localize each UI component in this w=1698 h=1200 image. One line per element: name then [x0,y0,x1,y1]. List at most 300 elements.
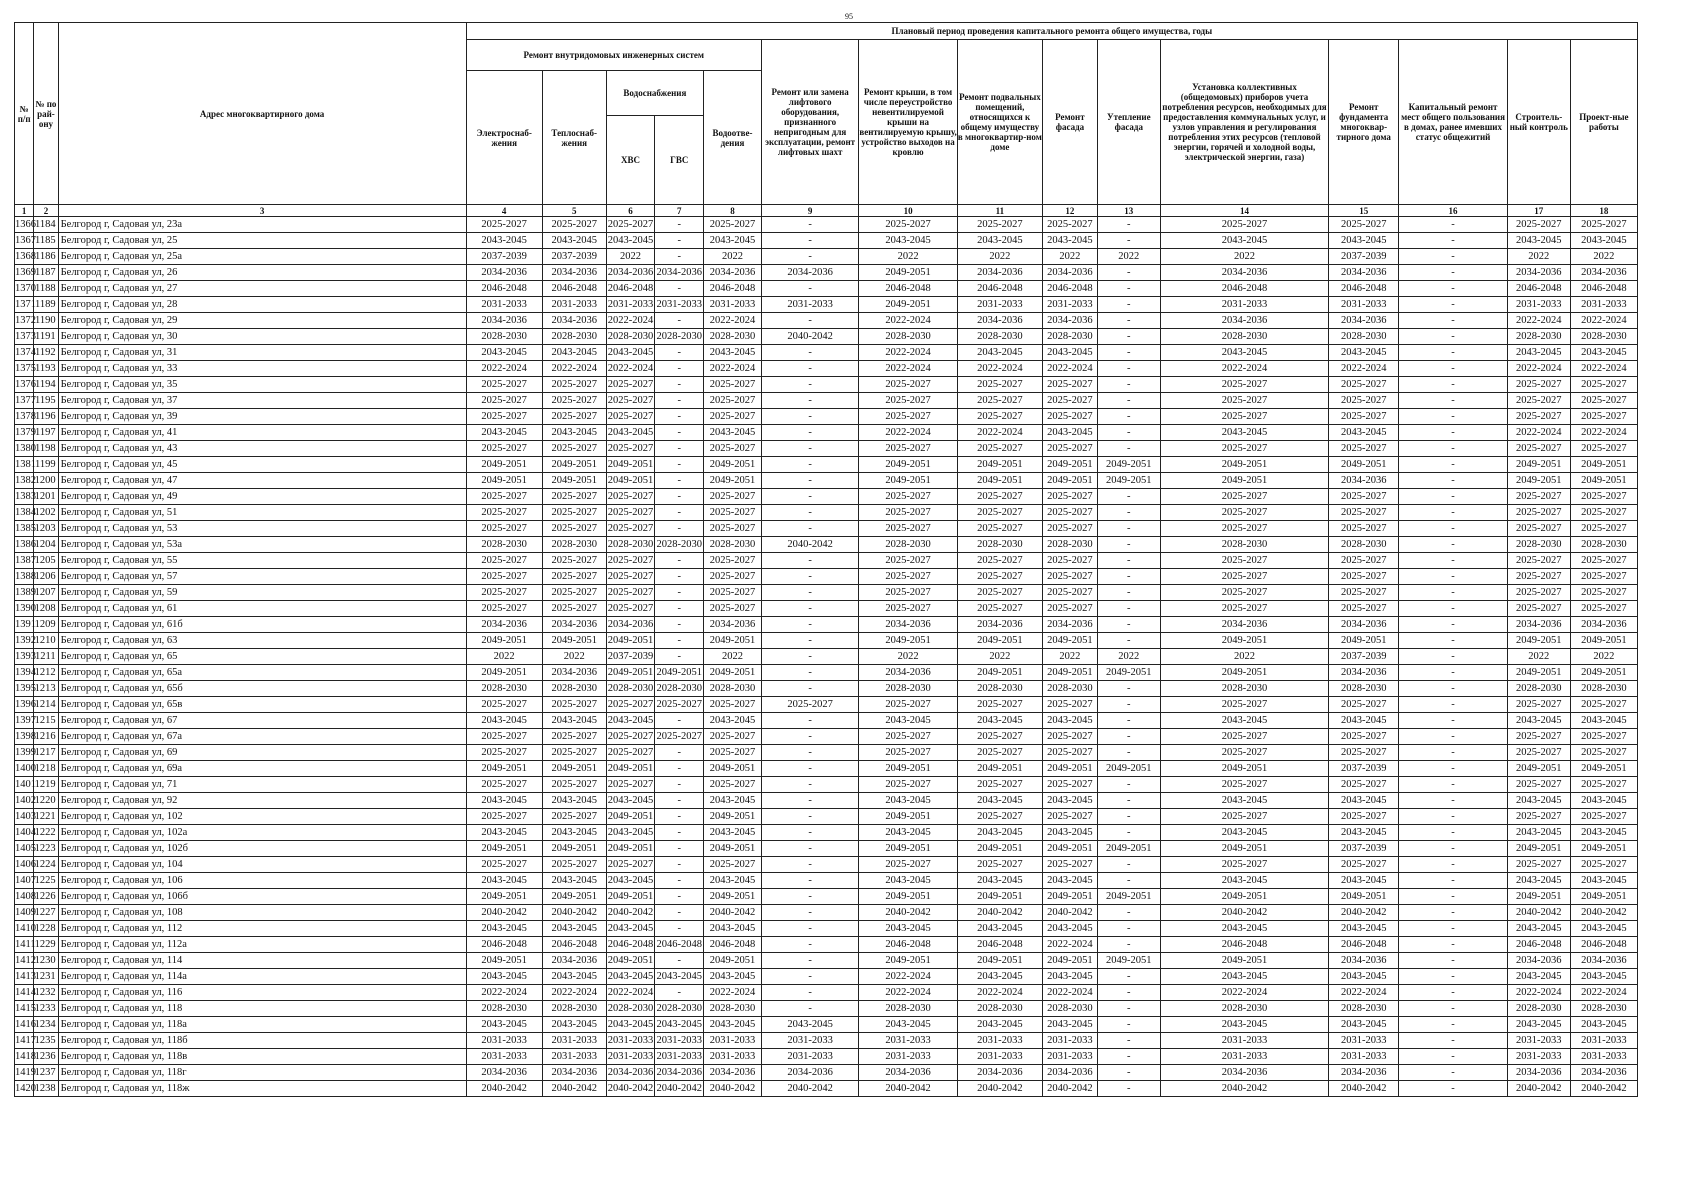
table-cell: 1194 [34,377,58,393]
table-cell: - [761,1001,858,1017]
table-cell: 2025-2027 [704,585,762,601]
table-cell: 2043-2045 [466,425,542,441]
column-number: 7 [655,205,704,217]
table-cell: 1382 [15,473,34,489]
table-cell: - [1399,889,1508,905]
table-cell: 2034-2036 [542,617,606,633]
table-cell: 2043-2045 [466,345,542,361]
table-cell: 1402 [15,793,34,809]
table-row [15,313,1638,329]
table-cell: - [761,553,858,569]
table-cell: 2022-2024 [859,361,957,377]
table-cell: 2049-2051 [1043,473,1098,489]
page-number: 95 [845,12,853,21]
table-cell: - [655,777,704,793]
table-cell: 2022 [704,649,762,665]
table-cell: 1208 [34,601,58,617]
table-cell: 2022-2024 [704,313,762,329]
table-cell: 2025-2027 [1570,217,1637,233]
table-cell: 2043-2045 [957,825,1042,841]
address-cell: Белгород г, Садовая ул, 41 [58,425,466,441]
table-cell: 2028-2030 [957,681,1042,697]
table-cell: 2025-2027 [859,377,957,393]
table-cell: 2028-2030 [704,329,762,345]
table-cell: 2034-2036 [1329,953,1399,969]
table-cell: 1203 [34,521,58,537]
table-cell: - [1399,217,1508,233]
table-cell: 2043-2045 [761,1017,858,1033]
table-cell: 2034-2036 [859,1065,957,1081]
table-row [15,601,1638,617]
table-cell: 2049-2051 [1097,761,1160,777]
table-cell: 2031-2033 [1570,1033,1637,1049]
address-cell: Белгород г, Садовая ул, 118 [58,1001,466,1017]
table-cell: 2028-2030 [1043,537,1098,553]
table-cell: 2049-2051 [1570,841,1637,857]
table-row [15,921,1638,937]
table-cell: 2022 [1160,649,1328,665]
table-cell: 2043-2045 [1043,233,1098,249]
table-cell: 2025-2027 [704,505,762,521]
table-cell: 2049-2051 [606,841,655,857]
table-cell: - [655,281,704,297]
table-cell: 2025-2027 [704,857,762,873]
address-cell: Белгород г, Садовая ул, 69 [58,745,466,761]
table-row [15,233,1638,249]
table-cell: 2037-2039 [1329,761,1399,777]
header-insulation: Утепление фасада [1097,40,1160,205]
table-cell: 2049-2051 [542,761,606,777]
table-row [15,489,1638,505]
table-cell: 1224 [34,857,58,873]
table-row [15,297,1638,313]
table-cell: - [655,857,704,873]
table-cell: 2022-2024 [542,985,606,1001]
table-cell: 1366 [15,217,34,233]
table-cell: - [1097,1033,1160,1049]
table-row [15,889,1638,905]
table-cell: 2028-2030 [1570,1001,1637,1017]
table-cell: 2043-2045 [957,713,1042,729]
table-cell: 2025-2027 [1507,857,1570,873]
table-cell: 1398 [15,729,34,745]
table-cell: 1228 [34,921,58,937]
table-cell: 2025-2027 [466,729,542,745]
table-cell: 2043-2045 [704,873,762,889]
table-cell: - [655,905,704,921]
table-cell: 2034-2036 [1160,617,1328,633]
table-cell: 2040-2042 [957,905,1042,921]
table-cell: - [1399,761,1508,777]
table-cell: 2034-2036 [542,953,606,969]
table-cell: - [1399,377,1508,393]
table-cell: 2025-2027 [957,505,1042,521]
table-cell: 2022-2024 [704,361,762,377]
table-cell: - [1399,713,1508,729]
table-cell: 2031-2033 [655,297,704,313]
table-cell: 1209 [34,617,58,633]
table-cell: 2028-2030 [704,1001,762,1017]
table-cell: - [1097,265,1160,281]
table-cell: 2043-2045 [542,425,606,441]
table-cell: 2025-2027 [704,521,762,537]
table-cell: 2022 [1507,649,1570,665]
table-cell: 2025-2027 [859,585,957,601]
table-row [15,361,1638,377]
address-cell: Белгород г, Садовая ул, 43 [58,441,466,457]
table-cell: 2025-2027 [1160,393,1328,409]
table-cell: 2028-2030 [655,329,704,345]
table-cell: 1233 [34,1001,58,1017]
table-cell: 2043-2045 [542,969,606,985]
table-cell: 1230 [34,953,58,969]
table-cell: - [655,921,704,937]
table-row [15,953,1638,969]
table-cell: 2025-2027 [1160,809,1328,825]
table-cell: 2025-2027 [466,697,542,713]
table-cell: 2043-2045 [1570,233,1637,249]
table-cell: - [761,953,858,969]
table-cell: 2031-2033 [704,1033,762,1049]
table-cell: 2031-2033 [1043,1049,1098,1065]
table-cell: 2025-2027 [542,729,606,745]
table-cell: 2028-2030 [1160,681,1328,697]
table-cell: 2049-2051 [1507,633,1570,649]
table-cell: 2046-2048 [1329,281,1399,297]
table-row [15,793,1638,809]
table-cell: 2025-2027 [1507,585,1570,601]
table-cell: 2046-2048 [957,281,1042,297]
table-row [15,1017,1638,1033]
table-cell: 2022-2024 [1507,313,1570,329]
table-cell: 1216 [34,729,58,745]
table-cell: 2043-2045 [1507,825,1570,841]
table-cell: 2025-2027 [859,217,957,233]
table-cell: 2031-2033 [704,1049,762,1065]
table-cell: 2037-2039 [1329,649,1399,665]
table-cell: 2043-2045 [859,1017,957,1033]
table-cell: - [1097,441,1160,457]
table-cell: - [1097,393,1160,409]
table-cell: 2049-2051 [606,473,655,489]
table-cell: 2040-2042 [1507,1081,1570,1097]
table-cell: 2037-2039 [466,249,542,265]
table-cell: 2043-2045 [1570,921,1637,937]
address-cell: Белгород г, Садовая ул, 35 [58,377,466,393]
table-cell: 2022 [1160,249,1328,265]
table-cell: - [1399,937,1508,953]
table-cell: 2025-2027 [542,489,606,505]
table-cell: - [1399,297,1508,313]
table-cell: 1381 [15,457,34,473]
table-cell: 2025-2027 [957,857,1042,873]
table-cell: 2028-2030 [704,537,762,553]
table-cell: - [1097,425,1160,441]
table-cell: 2025-2027 [1160,777,1328,793]
table-cell: 2025-2027 [1329,697,1399,713]
table-cell: - [1399,841,1508,857]
table-cell: 2025-2027 [1570,393,1637,409]
table-cell: 2049-2051 [859,633,957,649]
table-cell: - [761,489,858,505]
table-cell: 1388 [15,569,34,585]
table-cell: 2034-2036 [466,313,542,329]
table-cell: 2022-2024 [466,985,542,1001]
header-heat: Теплоснаб-жения [542,71,606,205]
table-cell: 2025-2027 [1329,569,1399,585]
column-number: 3 [58,205,466,217]
table-cell: 2028-2030 [542,329,606,345]
table-cell: 2049-2051 [704,761,762,777]
header-roof: Ремонт крыши, в том числе переустройство невентилируемой крыши на вентилируемую крышу, устройство выходов на кровлю [859,40,957,205]
column-number: 13 [1097,205,1160,217]
address-cell: Белгород г, Садовая ул, 25а [58,249,466,265]
table-cell: 1367 [15,233,34,249]
table-cell: 2025-2027 [606,217,655,233]
table-cell: - [761,777,858,793]
header-n-pp: № п/п [15,23,34,205]
table-row [15,585,1638,601]
table-cell: - [1399,793,1508,809]
column-number: 14 [1160,205,1328,217]
table-cell: 2049-2051 [542,889,606,905]
table-cell: - [1399,745,1508,761]
table-cell: - [655,841,704,857]
table-row [15,873,1638,889]
table-cell: 2025-2027 [704,489,762,505]
table-cell: 2025-2027 [466,809,542,825]
table-cell: - [1399,617,1508,633]
header-design: Проект-ные работы [1570,40,1637,205]
table-cell: - [655,313,704,329]
table-cell: 2025-2027 [1507,377,1570,393]
table-cell: - [655,793,704,809]
table-cell: - [1399,697,1508,713]
table-cell: - [655,361,704,377]
table-cell: 2034-2036 [704,265,762,281]
table-cell: - [1097,809,1160,825]
table-body [15,217,1638,1097]
table-cell: 2025-2027 [1570,377,1637,393]
table-cell: - [761,905,858,921]
table-cell: 2025-2027 [1570,697,1637,713]
table-cell: 2049-2051 [1329,633,1399,649]
table-cell: 2025-2027 [1507,569,1570,585]
table-cell: 2028-2030 [542,1001,606,1017]
table-cell: 2025-2027 [1043,393,1098,409]
table-cell: 2043-2045 [1043,969,1098,985]
table-cell: 2049-2051 [606,889,655,905]
table-cell: 2046-2048 [466,937,542,953]
table-cell: - [1097,489,1160,505]
table-cell: 2034-2036 [606,1065,655,1081]
table-cell: - [1097,633,1160,649]
table-cell: 2025-2027 [542,217,606,233]
address-cell: Белгород г, Садовая ул, 53 [58,521,466,537]
table-cell: 2049-2051 [1570,473,1637,489]
table-cell: 2031-2033 [542,1033,606,1049]
table-cell: 2043-2045 [1507,921,1570,937]
table-cell: 2043-2045 [466,921,542,937]
table-row [15,441,1638,457]
column-number: 12 [1043,205,1098,217]
table-cell: 2046-2048 [704,937,762,953]
table-cell: 2022-2024 [859,345,957,361]
table-cell: 2043-2045 [606,969,655,985]
table-cell: 2025-2027 [1329,745,1399,761]
table-cell: 2025-2027 [466,409,542,425]
table-cell: 2022-2024 [957,425,1042,441]
table-cell: - [1399,857,1508,873]
table-cell: 2049-2051 [1097,457,1160,473]
table-cell: 2025-2027 [1507,553,1570,569]
table-cell: 2049-2051 [704,665,762,681]
header-planned-period: Плановый период проведения капитального ремонта общего имущества, годы [466,23,1637,40]
column-number: 10 [859,205,957,217]
table-row [15,697,1638,713]
table-cell: - [1097,297,1160,313]
table-cell: 1187 [34,265,58,281]
table-cell: 2028-2030 [704,681,762,697]
table-cell: 1188 [34,281,58,297]
table-cell: 2025-2027 [704,393,762,409]
table-cell: - [761,441,858,457]
table-cell: 2034-2036 [957,617,1042,633]
table-cell: 2043-2045 [466,825,542,841]
table-cell: 1212 [34,665,58,681]
table-cell: 1387 [15,553,34,569]
table-cell: 2028-2030 [1160,537,1328,553]
table-cell: 2043-2045 [1507,1017,1570,1033]
address-cell: Белгород г, Садовая ул, 112а [58,937,466,953]
table-row [15,553,1638,569]
table-cell: - [1097,329,1160,345]
table-cell: 2022-2024 [1043,985,1098,1001]
table-cell: 2034-2036 [1329,1065,1399,1081]
table-row [15,217,1638,233]
table-cell: - [1399,441,1508,457]
table-cell: 2049-2051 [859,953,957,969]
table-cell: - [655,633,704,649]
table-cell: 1200 [34,473,58,489]
table-cell: 2025-2027 [1160,217,1328,233]
table-cell: 2022 [1097,649,1160,665]
table-cell: - [761,713,858,729]
table-cell: 2025-2027 [1329,489,1399,505]
table-cell: 2037-2039 [1329,249,1399,265]
table-cell: 2022-2024 [1160,985,1328,1001]
table-cell: 1217 [34,745,58,761]
table-cell: - [761,729,858,745]
table-cell: 2025-2027 [1160,601,1328,617]
table-cell: 2049-2051 [859,473,957,489]
table-cell: 2025-2027 [859,729,957,745]
table-cell: 2022-2024 [1329,361,1399,377]
table-cell: 2049-2051 [859,297,957,313]
column-number: 2 [34,205,58,217]
table-cell: 2022-2024 [606,361,655,377]
table-cell: - [1399,505,1508,521]
table-cell: 1197 [34,425,58,441]
header-foundation: Ремонт фундамента многоквар-тирного дома [1329,40,1399,205]
table-cell: 2040-2042 [606,905,655,921]
table-cell: 1414 [15,985,34,1001]
table-cell: 2025-2027 [542,441,606,457]
table-cell: 2049-2051 [1043,457,1098,473]
table-cell: 2040-2042 [466,905,542,921]
table-cell: - [655,393,704,409]
table-cell: - [1097,537,1160,553]
address-cell: Белгород г, Садовая ул, 53а [58,537,466,553]
table-cell: 1390 [15,601,34,617]
table-cell: - [655,521,704,537]
table-cell: 2028-2030 [466,681,542,697]
table-cell: 2028-2030 [859,329,957,345]
table-cell: 2049-2051 [957,473,1042,489]
table-cell: - [1097,409,1160,425]
table-cell: 2031-2033 [1043,297,1098,313]
table-cell: 1370 [15,281,34,297]
table-cell: 2043-2045 [606,921,655,937]
address-cell: Белгород г, Садовая ул, 118б [58,1033,466,1049]
table-cell: 2049-2051 [1507,889,1570,905]
table-cell: 2025-2027 [704,729,762,745]
table-cell: 1413 [15,969,34,985]
table-cell: 2034-2036 [466,1065,542,1081]
table-cell: 2046-2048 [606,937,655,953]
table-cell: 1201 [34,489,58,505]
table-cell: 2025-2027 [1570,585,1637,601]
table-cell: - [1097,281,1160,297]
header-hvs: ХВС [606,116,655,205]
table-cell: 2025-2027 [859,857,957,873]
table-cell: 2046-2048 [655,937,704,953]
table-row [15,345,1638,361]
table-cell: 2049-2051 [1507,665,1570,681]
column-number: 18 [1570,205,1637,217]
table-cell: 2025-2027 [466,553,542,569]
table-cell: 2028-2030 [957,537,1042,553]
table-cell: 2043-2045 [542,825,606,841]
table-cell: - [655,745,704,761]
table-cell: 2049-2051 [606,809,655,825]
table-cell: - [1097,1065,1160,1081]
table-cell: 2025-2027 [1329,505,1399,521]
table-cell: 2025-2027 [1329,601,1399,617]
table-cell: 2049-2051 [466,457,542,473]
table-cell: - [1097,569,1160,585]
table-cell: - [761,233,858,249]
table-cell: - [1399,393,1508,409]
table-cell: 2049-2051 [1570,633,1637,649]
table-cell: - [761,521,858,537]
table-cell: - [1097,857,1160,873]
table-cell: 2031-2033 [957,297,1042,313]
table-cell: 2043-2045 [957,1017,1042,1033]
table-cell: 2034-2036 [606,265,655,281]
table-cell: 2025-2027 [606,393,655,409]
table-cell: 2049-2051 [1507,457,1570,473]
table-cell: 2031-2033 [1507,1033,1570,1049]
table-cell: 2025-2027 [542,393,606,409]
table-cell: 2040-2042 [542,1081,606,1097]
table-cell: 2046-2048 [1160,937,1328,953]
table-cell: 2040-2042 [761,329,858,345]
header-facade: Ремонт фасада [1043,40,1098,205]
table-cell: 1409 [15,905,34,921]
table-cell: 2049-2051 [704,809,762,825]
table-cell: 2025-2027 [1570,569,1637,585]
